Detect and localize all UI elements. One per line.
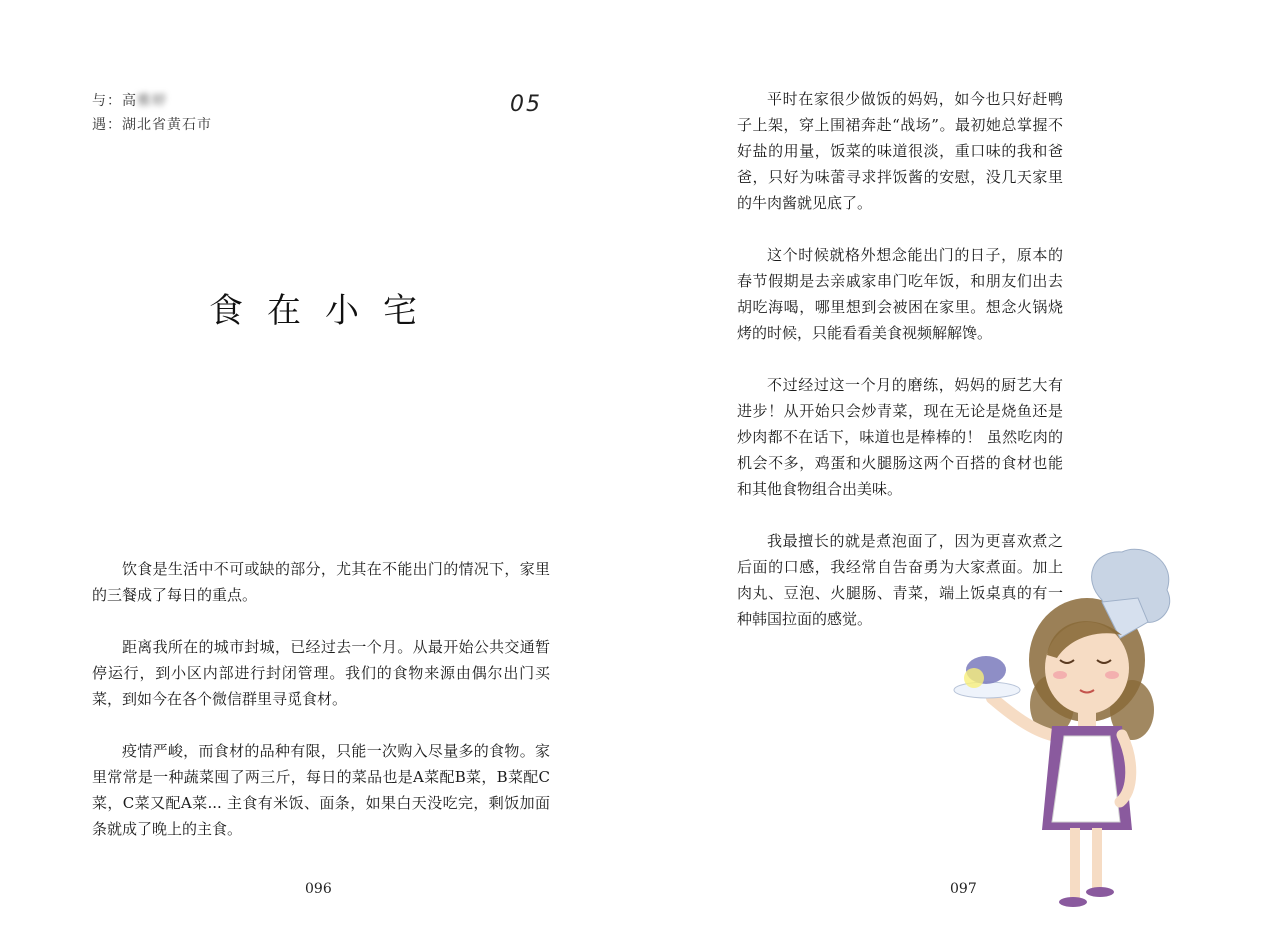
place-value: 湖北省黄石市	[122, 117, 212, 133]
left-body-text	[92, 556, 550, 868]
with-line	[92, 89, 212, 113]
with-label: 与：	[92, 93, 122, 109]
place-label: 遇：	[92, 117, 122, 133]
chapter-meta	[92, 89, 212, 137]
paragraph: 平时在家很少做饭的妈妈，如今也只好赶鸭子上架，穿上围裙奔赴“战场”。最初她总掌握不好盐的用量，饭菜的味道很淡，重口味的我和爸爸，只好为味蕾寻求拌饭酱的安慰，没几天家里的牛肉酱就见底了。	[737, 90, 1063, 212]
with-name-blurred: 雅婷	[137, 93, 167, 109]
place-line	[92, 113, 212, 137]
right-page	[640, 0, 1280, 928]
chapter-title: 食在小宅	[209, 291, 441, 331]
paragraph: 距离我所在的城市封城，已经过去一个月。从最开始公共交通暂停运行，到小区内部进行封闭管理。我们的食物来源由偶尔出门买菜，到如今在各个微信群里寻觅食材。	[92, 638, 550, 708]
paragraph: 我最擅长的就是煮泡面了，因为更喜欢煮之后面的口感，我经常自告奋勇为大家煮面。加上肉丸、豆泡、火腿肠、青菜，端上饭桌真的有一种韩国拉面的感觉。	[737, 532, 1063, 628]
chef-girl-illustration-icon	[952, 540, 1182, 920]
with-name: 高	[122, 93, 137, 109]
paragraph: 不过经过这一个月的磨练，妈妈的厨艺大有进步！从开始只会炒青菜，现在无论是烧鱼还是炒肉都不在话下，味道也是棒棒的！ 虽然吃肉的机会不多，鸡蛋和火腿肠这两个百搭的食材也能和其他食物组合出美味。	[737, 376, 1063, 498]
paragraph: 饮食是生活中不可或缺的部分，尤其在不能出门的情况下，家里的三餐成了每日的重点。	[92, 560, 550, 604]
paragraph: 这个时候就格外想念能出门的日子，原本的春节假期是去亲戚家串门吃年饭，和朋友们出去胡吃海喝，哪里想到会被困在家里。想念火锅烧烤的时候，只能看看美食视频解解馋。	[737, 246, 1063, 342]
paragraph: 疫情严峻，而食材的品种有限，只能一次购入尽量多的食物。家里常常是一种蔬菜囤了两三斤，每日的菜品也是A菜配B菜，B菜配C菜，C菜又配A菜... 主食有米饭、面条，如果白天没吃完，剩饭加面条就成了晚上的主食。	[92, 742, 550, 838]
page-number-right: 097	[950, 881, 977, 897]
chapter-number: 05	[510, 92, 542, 117]
page-number-left: 096	[305, 881, 332, 897]
